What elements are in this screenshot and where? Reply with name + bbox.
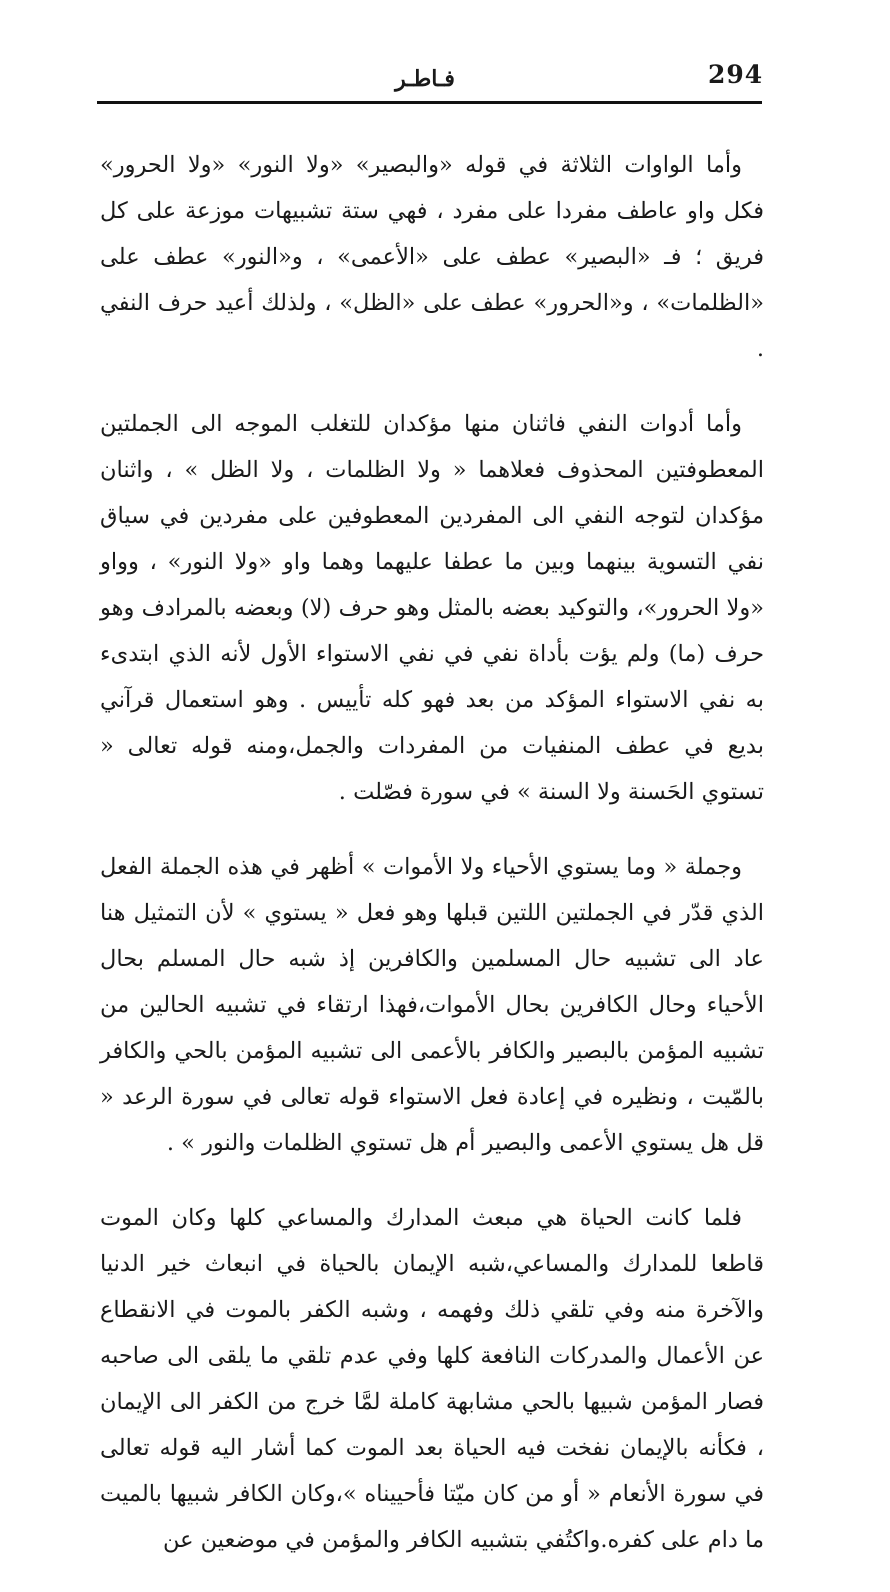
page-number: 294: [708, 60, 764, 89]
paragraph-life-faith: فلما كانت الحياة هي مبعث المدارك والمساعي كلها وكان الموت قاطعا للمدارك والمساعي،شبه الإيمان بالحياة في انبعاث خير الدنيا والآخرة منه وفي تلقي ذلك وفهمه ، وشبه الكفر بالموت في الانقطاع عن الأعمال والمدركات النافعة كلها وفي عدم تلقي ما يلقى الى صاحبه فصار المؤمن شبيها بالحي مشابهة كاملة لمَّا خرج من الكفر الى الإيمان ، فكأنه بالإيمان نفخت فيه الحياة بعد الموت كما أشار اليه قوله تعالى في سورة الأنعام « أو من كان ميّتا فأحييناه »،وكان الكافر شبيها بالميت ما دام على كفره.واكتُفي بتشبيه الكافر والمؤمن في موضعين عن: [100, 1205, 764, 1553]
paragraph-waw: وأما الواوات الثلاثة في قوله «والبصير» «ولا النور» «ولا الحرور» فكل واو عاطف مفردا على مفرد ، فهي ستة تشبيهات موزعة على كل فريق ؛ فـ «البصير» عطف على «الأعمى» ، و«النور» عطف على «الظلمات» ، و«الحرور» عطف على «الظل» ، ولذلك أعيد حرف النفي .: [100, 152, 764, 362]
body-text: [100, 142, 764, 1592]
chapter-title: فـاطـر: [395, 66, 455, 92]
paragraph-negation-tools: وأما أدوات النفي فاثنان منها مؤكدان للتغلب الموجه الى الجملتين المعطوفتين المحذوف فعلاهما « ولا الظلمات ، ولا الظل » ، واثنان مؤكدان لتوجه النفي الى المفردين المعطوفين على مفردين في سياق نفي التسوية بينهما وبين ما عطفا عليهما وهما واو «ولا النور» ، وواو «ولا الحرور»، والتوكيد بعضه بالمثل وهو حرف (لا) وبعضه بالمرادف وهو حرف (ما) ولم يؤت بأداة نفي في نفي الاستواء الأول لأنه الذي ابتدىء به نفي الاستواء المؤكد من بعد فهو كله تأييس . وهو استعمال قرآني بديع في عطف المنفيات من المفردات والجمل،ومنه قوله تعالى « تستوي الحَسنة ولا السنة » في سورة فصّلت .: [100, 411, 764, 805]
header-rule: [97, 101, 762, 104]
paragraph-living-dead: وجملة « وما يستوي الأحياء ولا الأموات » أظهر في هذه الجملة الفعل الذي قدّر في الجملتين اللتين قبلها وهو فعل « يستوي » لأن التمثيل هنا عاد الى تشبيه حال المسلمين والكافرين إذ شبه حال المسلم بحال الأحياء وحال الكافرين بحال الأموات،فهذا ارتقاء في تشبيه الحالين من تشبيه المؤمن بالبصير والكافر بالأعمى الى تشبيه المؤمن بالحي والكافر بالمّيت ، ونظيره في إعادة فعل الاستواء قوله تعالى في سورة الرعد « قل هل يستوي الأعمى والبصير أم هل تستوي الظلمات والنور » .: [100, 854, 764, 1156]
